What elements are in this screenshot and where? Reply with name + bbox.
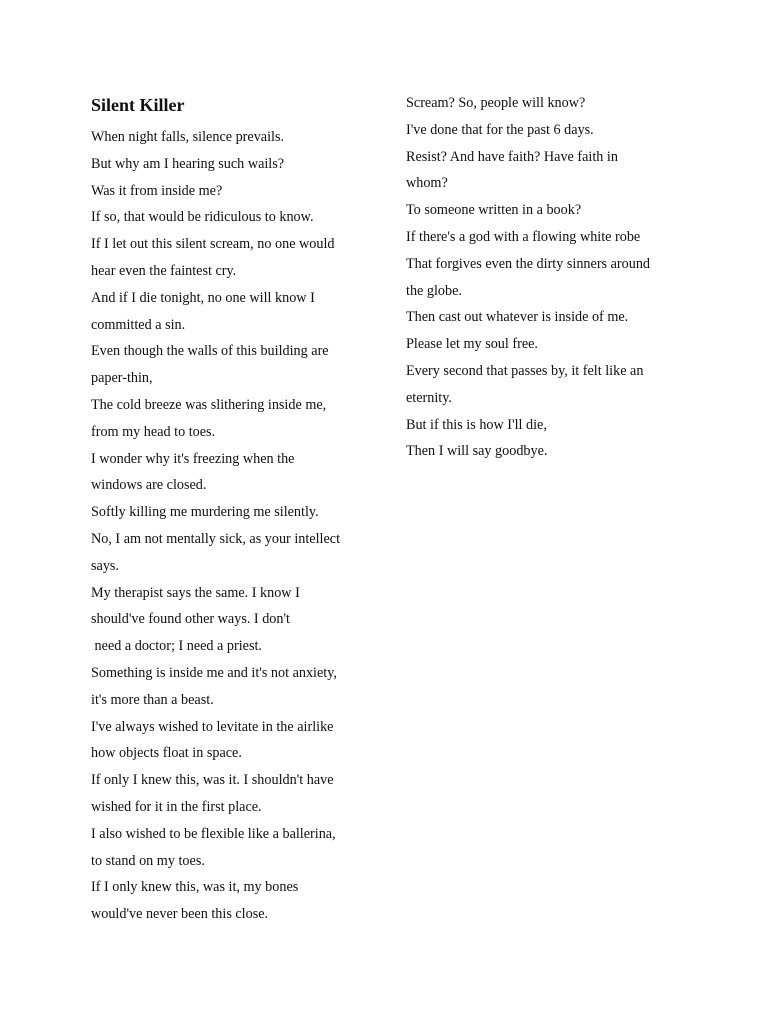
poem-line: Resist? And have faith? Have faith in (406, 148, 618, 165)
poem-line: Every second that passes by, it felt like an (406, 362, 644, 379)
poem-line: hear even the faintest cry. (91, 262, 237, 279)
poem-line: Even though the walls of this building are (91, 343, 329, 360)
poem-line: But if this is how I'll die, (406, 416, 547, 433)
poem-line: If I only knew this, was it, my bones (91, 879, 299, 896)
poem-line: If only I knew this, was it. I shouldn't have (91, 772, 334, 789)
poem-line: paper-thin, (91, 370, 153, 387)
poem-line: how objects float in space. (91, 745, 242, 762)
poem-line: to stand on my toes. (91, 852, 205, 869)
poem-line: Something is inside me and it's not anxiety, (91, 664, 337, 681)
poem-line: wished for it in the first place. (91, 798, 262, 815)
poem-line: eternity. (406, 389, 452, 406)
poem-line: When night falls, silence prevails. (91, 129, 285, 145)
left-column (91, 92, 371, 928)
poem-line: committed a sin. (91, 316, 186, 333)
poem-line: says. (91, 557, 119, 574)
right-column (406, 90, 696, 465)
right-column-lines (406, 90, 696, 465)
poem-line: If so, that would be ridiculous to know. (91, 209, 314, 226)
poem-line: I also wished to be flexible like a ballerina, (91, 825, 336, 842)
poem-line: I wonder why it's freezing when the (91, 450, 295, 467)
poem-line: No, I am not mentally sick, as your intellect (91, 530, 341, 547)
poem-line: If there's a god with a flowing white robe (406, 228, 641, 245)
poem-line: Softly killing me murdering me silently. (91, 504, 319, 521)
poem-line: If I let out this silent scream, no one would (91, 236, 335, 253)
poem-line: Then I will say goodbye. (406, 443, 548, 460)
poem-line: would've never been this close. (91, 906, 269, 923)
poem-line: Then cast out whatever is inside of me. (406, 309, 629, 326)
poem-line: windows are closed. (91, 477, 207, 494)
poem-line: Please let my soul free. (406, 336, 538, 353)
poem-line: should've found other ways. I don't (91, 611, 290, 628)
poem-line: whom? (406, 175, 448, 192)
poem-line: I've done that for the past 6 days. (406, 121, 594, 138)
poem-line: need a doctor; I need a priest. (91, 638, 262, 655)
poem-line: I've always wished to levitate in the airlike (91, 718, 334, 735)
poem-line: That forgives even the dirty sinners around (406, 255, 651, 272)
poem-title: Silent Killer (91, 95, 185, 115)
poem-line: from my head to toes. (91, 423, 216, 440)
poem-line: To someone written in a book? (406, 202, 582, 219)
poem-line: My therapist says the same. I know I (91, 584, 300, 601)
left-column-lines (91, 124, 371, 928)
poem-line: Was it from inside me? (91, 182, 223, 199)
poem-line: The cold breeze was slithering inside me, (91, 396, 327, 413)
poem-line: But why am I hearing such wails? (91, 155, 285, 172)
poem-line: And if I die tonight, no one will know I (91, 289, 315, 306)
poem-line: the globe. (406, 282, 462, 299)
poem-line: Scream? So, people will know? (406, 95, 586, 111)
poem-line: it's more than a beast. (91, 691, 214, 708)
